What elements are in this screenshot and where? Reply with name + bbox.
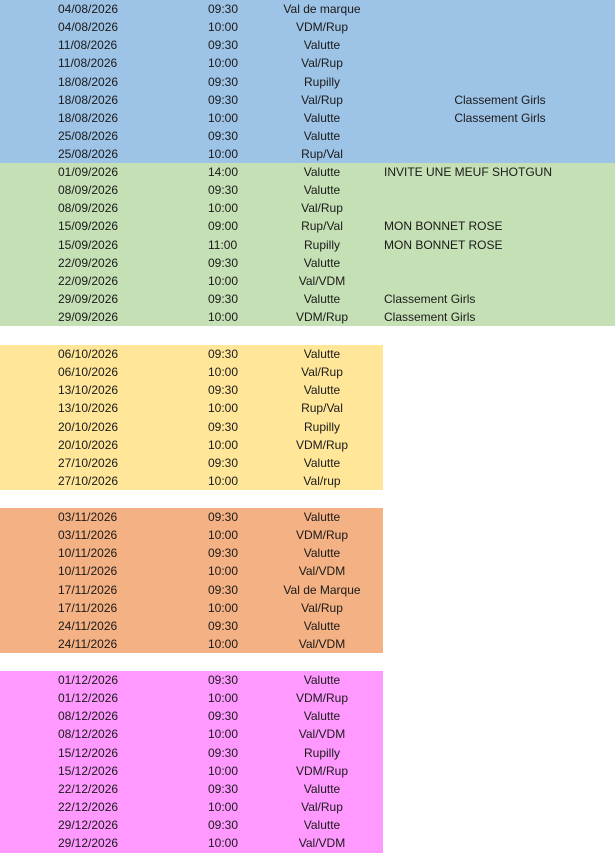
date-cell: 29/12/2026 — [58, 818, 119, 833]
date-cell: 29/09/2026 — [58, 310, 119, 325]
date-cell: 08/09/2026 — [58, 201, 119, 216]
place-cell: Valutte — [303, 347, 341, 361]
place-cell: Valutte — [303, 292, 341, 307]
time-cell: 09:30 — [208, 673, 239, 687]
time-cell: 10:00 — [208, 528, 239, 543]
schedule-row — [0, 798, 383, 816]
place-cell: Rupilly — [303, 419, 340, 434]
time-cell: 09:30 — [208, 129, 239, 144]
date-cell: 27/10/2026 — [58, 455, 119, 470]
note-cell: Classement Girls — [384, 310, 476, 325]
date-cell: 04/08/2026 — [58, 20, 119, 35]
place-cell: Valutte — [303, 183, 341, 198]
date-cell: 17/11/2026 — [58, 600, 118, 615]
place-cell: Valutte — [303, 383, 341, 398]
date-cell: 17/11/2026 — [58, 582, 118, 597]
place-cell: Val/VDM — [298, 637, 346, 652]
note-cell: Classement Girls — [454, 92, 546, 107]
time-cell: 10:00 — [208, 401, 239, 416]
schedule-row — [0, 290, 615, 308]
time-cell: 09:30 — [208, 292, 239, 307]
time-cell: 09:30 — [208, 383, 239, 398]
place-cell: Val/VDM — [298, 836, 346, 851]
time-cell: 10:00 — [208, 273, 239, 288]
place-cell: Val/Rup — [301, 600, 343, 615]
time-cell: 10:00 — [208, 800, 239, 815]
date-cell: 06/10/2026 — [58, 365, 119, 380]
note-cell: MON BONNET ROSE — [384, 219, 503, 234]
date-cell: 08/12/2026 — [58, 727, 119, 742]
place-cell: Val/Rup — [301, 201, 343, 216]
time-cell: 11:00 — [208, 237, 238, 252]
date-cell: 22/12/2026 — [58, 781, 119, 796]
schedule-row — [0, 780, 383, 798]
time-cell: 10:00 — [208, 691, 239, 706]
date-cell: 10/11/2026 — [58, 564, 118, 579]
schedule-row — [0, 73, 615, 91]
date-cell: 01/12/2026 — [58, 673, 119, 687]
date-cell: 04/08/2026 — [58, 2, 119, 16]
date-cell: 08/12/2026 — [58, 709, 119, 724]
schedule-row — [0, 217, 615, 235]
time-cell: 09:30 — [208, 745, 239, 760]
time-cell: 10:00 — [208, 437, 239, 452]
schedule-row — [0, 689, 383, 707]
time-cell: 10:00 — [208, 110, 239, 125]
place-cell: Valutte — [303, 781, 341, 796]
time-cell: 09:30 — [208, 419, 239, 434]
schedule-row — [0, 308, 615, 326]
date-cell: 22/09/2026 — [58, 273, 119, 288]
schedule-row — [0, 18, 615, 36]
place-cell: VDM/Rup — [295, 20, 348, 35]
schedule-row — [0, 436, 383, 454]
date-cell: 18/08/2026 — [58, 92, 119, 107]
time-cell: 10:00 — [208, 836, 239, 851]
schedule-row — [0, 127, 615, 145]
date-cell: 22/12/2026 — [58, 800, 119, 815]
time-cell: 10:00 — [208, 365, 239, 380]
date-cell: 24/11/2026 — [58, 637, 118, 652]
schedule-row — [0, 544, 383, 562]
time-cell: 10:00 — [208, 637, 239, 652]
date-cell: 29/09/2026 — [58, 292, 119, 307]
schedule-row — [0, 91, 615, 109]
place-cell: VDM/Rup — [295, 691, 348, 706]
october-block — [0, 345, 383, 490]
schedule-row — [0, 199, 615, 217]
schedule-row — [0, 54, 615, 72]
place-cell: Rup/Val — [301, 147, 343, 162]
place-cell: Rup/Val — [301, 401, 343, 416]
place-cell: Valutte — [303, 673, 341, 687]
date-cell: 24/11/2026 — [58, 618, 118, 633]
date-cell: 06/10/2026 — [58, 347, 119, 361]
schedule-row — [0, 581, 383, 599]
schedule-row — [0, 399, 383, 417]
time-cell: 10:00 — [208, 564, 239, 579]
schedule-row — [0, 508, 383, 526]
schedule-row — [0, 36, 615, 54]
note-cell: INVITE UNE MEUF SHOTGUN — [384, 165, 553, 179]
place-cell: Valutte — [303, 38, 341, 53]
date-cell: 13/10/2026 — [58, 401, 119, 416]
date-cell: 08/09/2026 — [58, 183, 119, 198]
date-cell: 15/09/2026 — [58, 219, 119, 234]
time-cell: 10:00 — [208, 474, 239, 489]
date-cell: 15/12/2026 — [58, 745, 119, 760]
place-cell: Rupilly — [303, 237, 340, 252]
date-cell: 25/08/2026 — [58, 129, 119, 144]
time-cell: 10:00 — [208, 763, 239, 778]
time-cell: 10:00 — [208, 20, 239, 35]
place-cell: Valutte — [303, 818, 341, 833]
schedule-row — [0, 363, 383, 381]
place-cell: Val/Rup — [301, 56, 343, 71]
date-cell: 20/10/2026 — [58, 437, 119, 452]
schedule-row — [0, 0, 615, 18]
time-cell: 10:00 — [208, 727, 239, 742]
date-cell: 18/08/2026 — [58, 74, 119, 89]
place-cell: Val de marque — [283, 2, 361, 16]
time-cell: 09:30 — [208, 510, 239, 524]
date-cell: 29/12/2026 — [58, 836, 119, 851]
schedule-row — [0, 834, 383, 852]
time-cell: 09:30 — [208, 455, 239, 470]
time-cell: 09:30 — [208, 347, 239, 361]
time-cell: 09:30 — [208, 546, 239, 561]
date-cell: 03/11/2026 — [58, 528, 118, 543]
place-cell: Rup/Val — [301, 219, 343, 234]
date-cell: 15/12/2026 — [58, 763, 119, 778]
schedule-row — [0, 163, 615, 181]
schedule-row — [0, 454, 383, 472]
note-cell: Classement Girls — [454, 110, 546, 125]
time-cell: 09:30 — [208, 183, 239, 198]
place-cell: VDM/Rup — [295, 763, 348, 778]
place-cell: Valutte — [303, 255, 341, 270]
place-cell: Val/Rup — [301, 800, 343, 815]
schedule-row — [0, 345, 383, 363]
date-cell: 03/11/2026 — [58, 510, 118, 524]
place-cell: Valutte — [303, 510, 341, 524]
place-cell: Valutte — [303, 618, 341, 633]
schedule-row — [0, 526, 383, 544]
schedule-row — [0, 707, 383, 725]
schedule-row — [0, 816, 383, 834]
place-cell: Val de Marque — [283, 582, 361, 597]
date-cell: 01/12/2026 — [58, 691, 119, 706]
schedule-row — [0, 272, 615, 290]
place-cell: Valutte — [303, 455, 341, 470]
time-cell: 09:30 — [208, 709, 239, 724]
time-cell: 09:30 — [208, 818, 239, 833]
note-cell: Classement Girls — [384, 292, 476, 307]
place-cell: VDM/Rup — [295, 310, 348, 325]
date-cell: 18/08/2026 — [58, 110, 119, 125]
schedule-row — [0, 744, 383, 762]
time-cell: 10:00 — [208, 56, 239, 71]
schedule-row — [0, 254, 615, 272]
time-cell: 10:00 — [208, 600, 239, 615]
place-cell: Val/Rup — [301, 365, 343, 380]
date-cell: 01/09/2026 — [58, 165, 119, 179]
schedule-row — [0, 181, 615, 199]
september-block — [0, 163, 615, 326]
place-cell: Val/VDM — [298, 564, 346, 579]
schedule-row — [0, 725, 383, 743]
time-cell: 09:30 — [208, 618, 239, 633]
time-cell: 10:00 — [208, 310, 239, 325]
time-cell: 09:30 — [208, 92, 239, 107]
schedule-row — [0, 472, 383, 490]
place-cell: Valutte — [303, 546, 341, 561]
place-cell: Valutte — [303, 110, 341, 125]
place-cell: Valutte — [303, 129, 341, 144]
place-cell: Val/VDM — [298, 273, 346, 288]
place-cell: Val/Rup — [301, 92, 343, 107]
schedule-row — [0, 418, 383, 436]
place-cell: Valutte — [303, 165, 341, 179]
place-cell: Val/VDM — [298, 727, 346, 742]
schedule-row — [0, 635, 383, 653]
place-cell: VDM/Rup — [295, 528, 348, 543]
november-block — [0, 508, 383, 653]
date-cell: 20/10/2026 — [58, 419, 119, 434]
schedule-row — [0, 617, 383, 635]
august-block — [0, 0, 615, 163]
date-cell: 13/10/2026 — [58, 383, 119, 398]
schedule-row — [0, 599, 383, 617]
date-cell: 10/11/2026 — [58, 546, 118, 561]
place-cell: VDM/Rup — [295, 437, 348, 452]
december-block — [0, 671, 383, 853]
time-cell: 09:30 — [208, 255, 239, 270]
time-cell: 09:30 — [208, 582, 239, 597]
time-cell: 09:30 — [208, 781, 239, 796]
time-cell: 10:00 — [208, 147, 239, 162]
schedule-row — [0, 145, 615, 163]
schedule-row — [0, 109, 615, 127]
schedule-row — [0, 236, 615, 254]
date-cell: 11/08/2026 — [58, 56, 118, 71]
place-cell: Rupilly — [303, 745, 340, 760]
note-cell: MON BONNET ROSE — [384, 237, 503, 252]
time-cell: 14:00 — [208, 165, 239, 179]
date-cell: 15/09/2026 — [58, 237, 119, 252]
date-cell: 27/10/2026 — [58, 474, 119, 489]
time-cell: 09:30 — [208, 74, 239, 89]
schedule-row — [0, 562, 383, 580]
place-cell: Val/rup — [303, 474, 341, 489]
date-cell: 11/08/2026 — [58, 38, 118, 53]
schedule-row — [0, 381, 383, 399]
schedule-row — [0, 671, 383, 689]
place-cell: Valutte — [303, 709, 341, 724]
time-cell: 09:30 — [208, 2, 239, 16]
time-cell: 09:00 — [208, 219, 239, 234]
time-cell: 10:00 — [208, 201, 239, 216]
date-cell: 22/09/2026 — [58, 255, 119, 270]
place-cell: Rupilly — [303, 74, 340, 89]
date-cell: 25/08/2026 — [58, 147, 119, 162]
time-cell: 09:30 — [208, 38, 239, 53]
schedule-row — [0, 762, 383, 780]
